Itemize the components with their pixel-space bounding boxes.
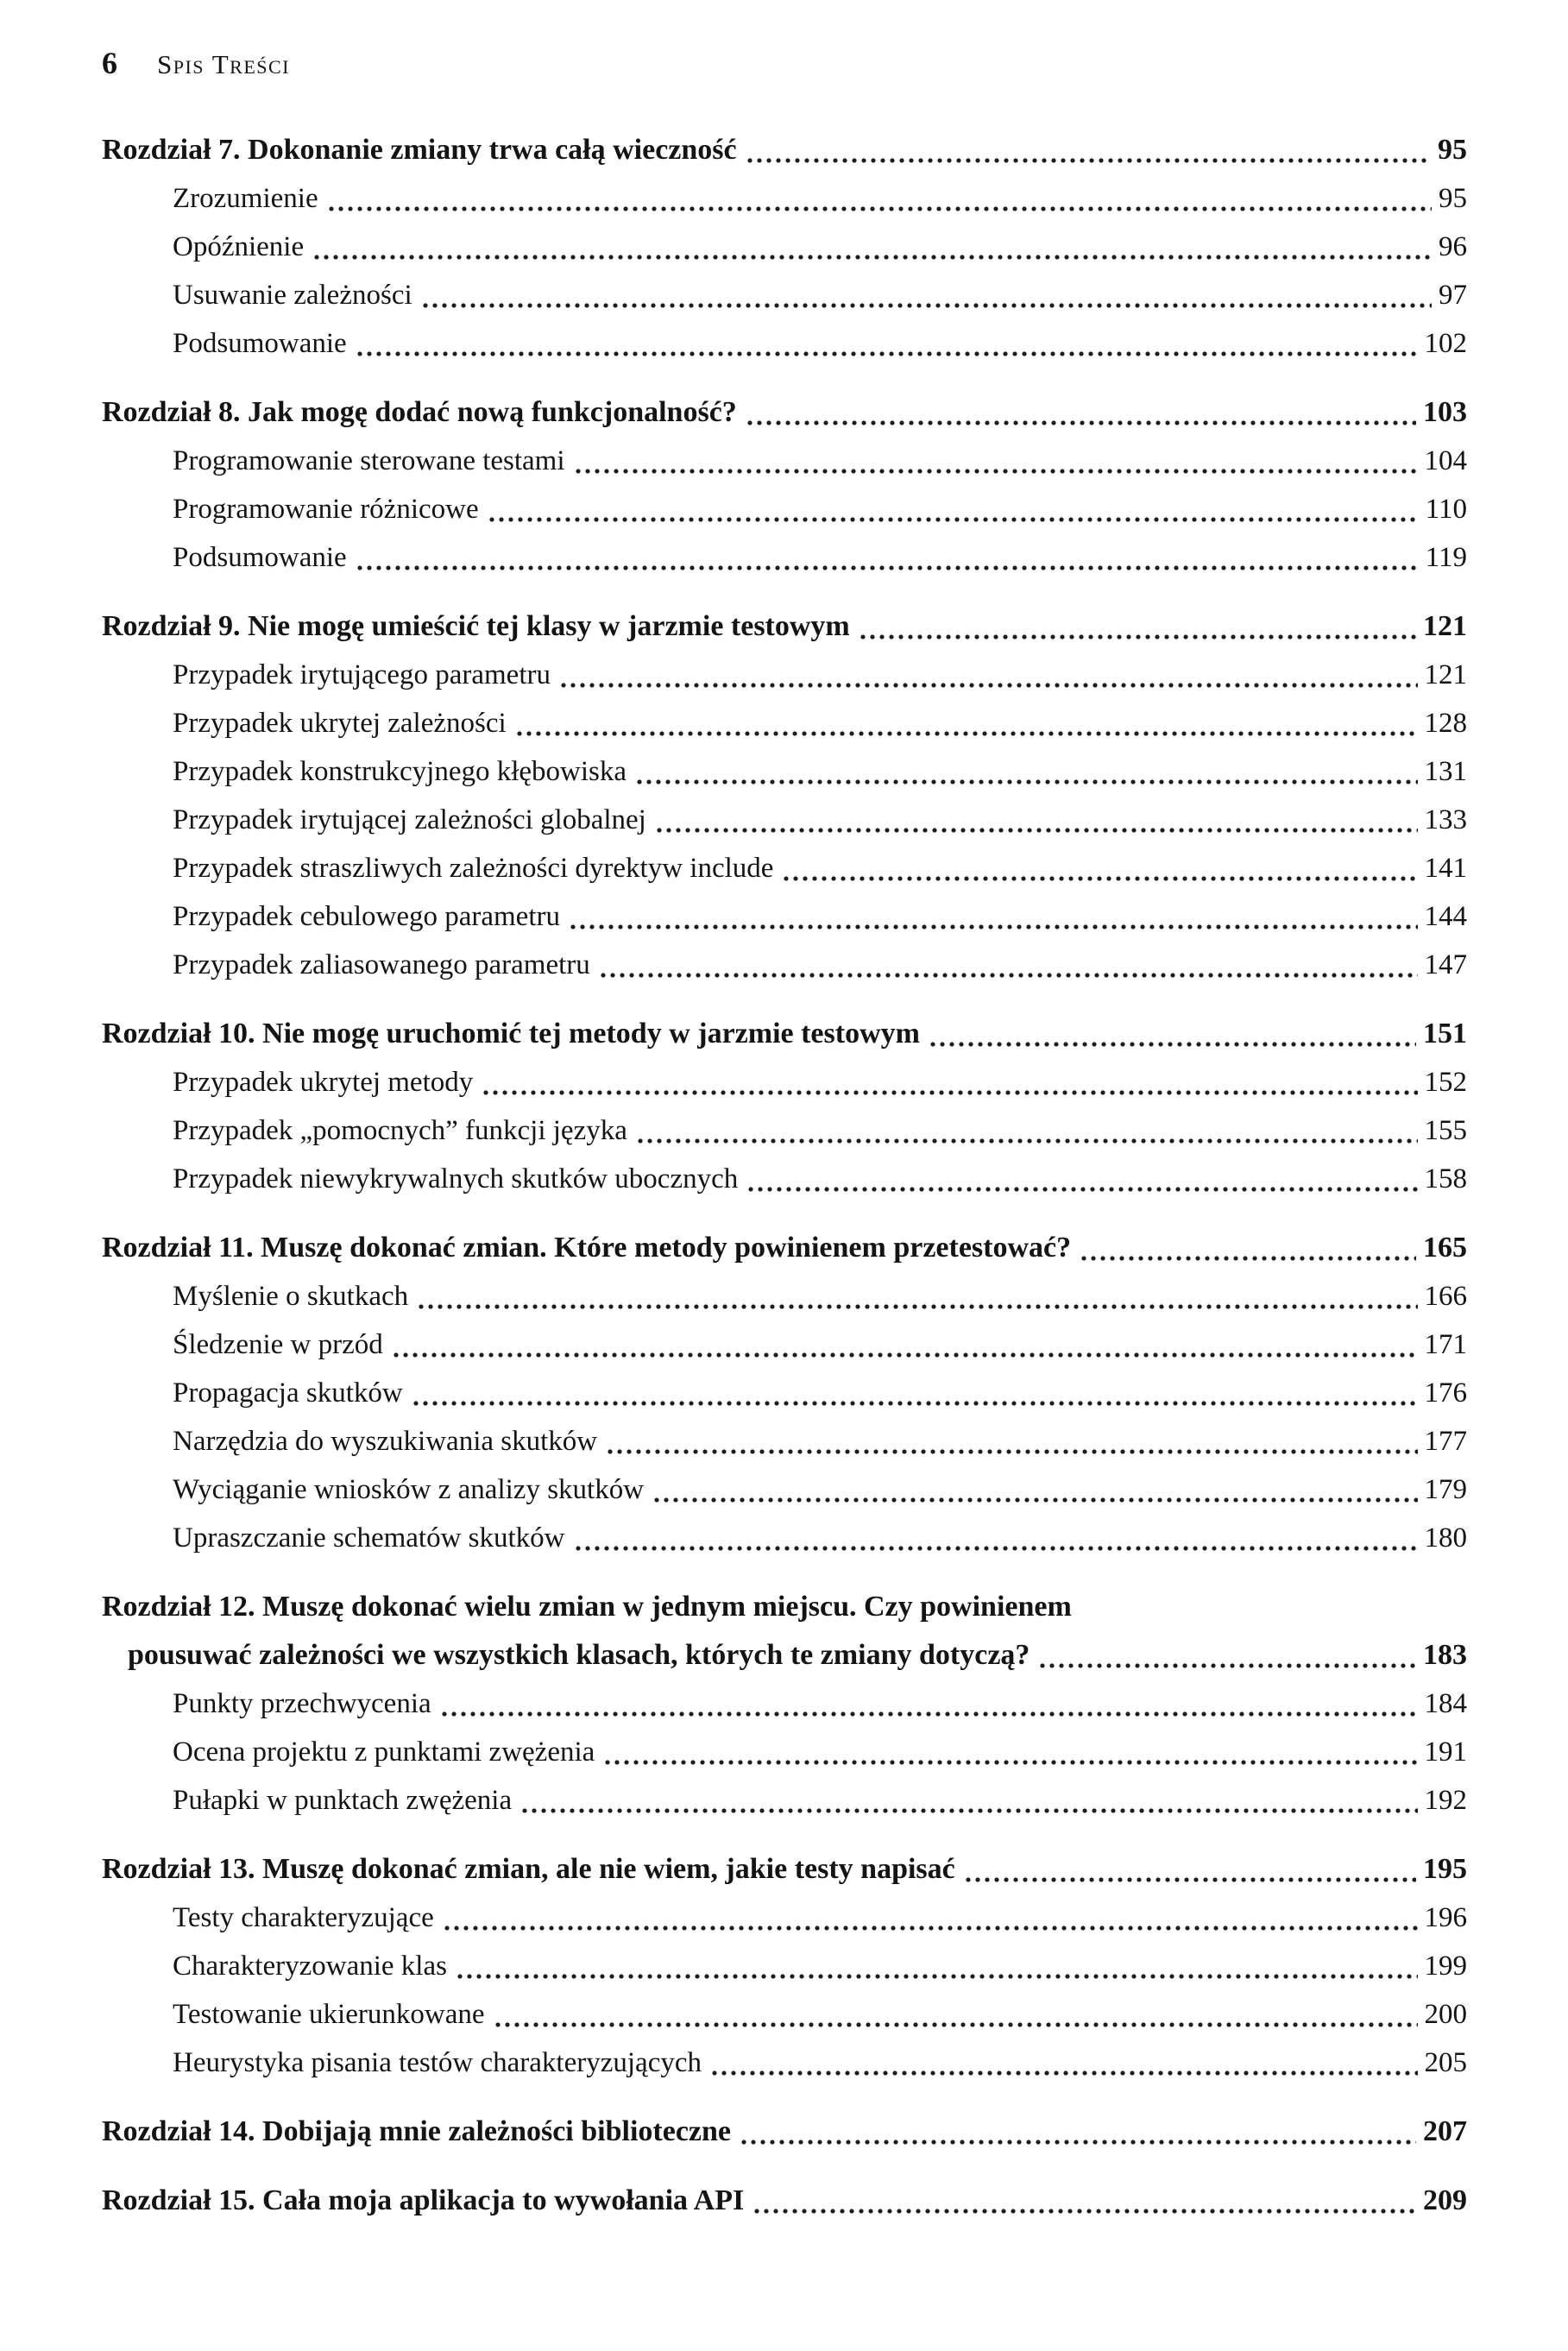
- entry-page-number: 95: [1439, 183, 1467, 214]
- dot-leader: [329, 206, 1432, 211]
- toc-entry-row: [102, 747, 1467, 796]
- dot-leader: [517, 731, 1418, 736]
- chapter-page-number: 207: [1423, 2115, 1467, 2147]
- toc-entry-row: [102, 892, 1467, 941]
- dot-leader: [657, 828, 1418, 833]
- chapter-title: Rozdział 9. Nie mogę umieścić tej klasy w jarzmie testowym: [102, 610, 850, 642]
- dot-leader: [419, 1304, 1417, 1309]
- entry-page-number: 158: [1424, 1163, 1467, 1194]
- entry-title: Zrozumienie: [173, 183, 318, 214]
- entry-page-number: 179: [1424, 1474, 1467, 1505]
- chapter-title: Rozdział 8. Jak mogę dodać nową funkcjonalność?: [102, 396, 737, 428]
- chapter-title-row: [102, 1010, 1467, 1058]
- dot-leader: [637, 779, 1417, 785]
- toc-entry-row: [102, 796, 1467, 844]
- dot-leader: [748, 1187, 1417, 1192]
- entry-page-number: 147: [1424, 949, 1467, 980]
- toc-entry-row: [102, 1320, 1467, 1369]
- entry-title: Podsumowanie: [173, 328, 347, 359]
- chapter-page-number: 151: [1423, 1018, 1467, 1049]
- entry-title: Programowanie sterowane testami: [173, 445, 565, 476]
- toc-entry-row: [102, 533, 1467, 582]
- toc-entry-row: [102, 1942, 1467, 1990]
- entry-title: Pułapki w punktach zwężenia: [173, 1785, 513, 1816]
- entry-title: Śledzenie w przód: [173, 1329, 383, 1360]
- toc-entry-row: [102, 1990, 1467, 2039]
- toc-chapter: [102, 1845, 1467, 2087]
- dot-leader: [605, 1760, 1417, 1765]
- dot-leader: [741, 2140, 1416, 2145]
- chapter-title-row: [102, 2108, 1467, 2156]
- toc-entry-row: [102, 1465, 1467, 1514]
- entry-page-number: 200: [1424, 1999, 1467, 2030]
- dot-leader: [608, 1449, 1417, 1454]
- entry-title: Przypadek cebulowego parametru: [173, 901, 560, 932]
- toc-chapter: [102, 1583, 1467, 1825]
- dot-leader: [747, 158, 1431, 163]
- entry-page-number: 104: [1424, 445, 1467, 476]
- page-number: 6: [102, 46, 117, 80]
- dot-leader: [489, 517, 1419, 522]
- chapter-title: Rozdział 12. Muszę dokonać wielu zmian w jednym miejscu. Czy powinienem: [102, 1591, 1072, 1623]
- entry-title: Heurystyka pisania testów charakteryzujących: [173, 2047, 702, 2078]
- chapter-page-number: 95: [1438, 134, 1467, 166]
- toc-entry-row: [102, 174, 1467, 223]
- dot-leader: [860, 634, 1416, 640]
- entry-title: Przypadek niewykrywalnych skutków ubocznych: [173, 1163, 739, 1194]
- chapter-title: Rozdział 10. Nie mogę uruchomić tej metody w jarzmie testowym: [102, 1018, 920, 1049]
- chapter-title-row: [102, 388, 1467, 437]
- dot-leader: [423, 303, 1432, 308]
- toc-entry-row: [102, 1776, 1467, 1825]
- entry-page-number: 102: [1424, 328, 1467, 359]
- entry-title: Przypadek zaliasowanego parametru: [173, 949, 590, 980]
- toc-entry-row: [102, 223, 1467, 271]
- entry-title: Punkty przechwycenia: [173, 1688, 431, 1719]
- chapter-title: Rozdział 15. Cała moja aplikacja to wywołania API: [102, 2184, 745, 2216]
- toc-entry-row: [102, 1058, 1467, 1106]
- running-head: Spis Treści: [157, 49, 291, 79]
- entry-title: Propagacja skutków: [173, 1377, 403, 1409]
- chapter-title: Rozdział 7. Dokonanie zmiany trwa całą wieczność: [102, 134, 737, 166]
- entry-title: Przypadek ukrytej zależności: [173, 708, 507, 739]
- dot-leader: [413, 1401, 1418, 1406]
- dot-leader: [1081, 1256, 1416, 1261]
- entry-page-number: 121: [1424, 659, 1467, 690]
- entry-title: Narzędzia do wyszukiwania skutków: [173, 1426, 598, 1457]
- chapter-title-row: [102, 1224, 1467, 1272]
- entry-page-number: 97: [1439, 280, 1467, 311]
- toc-entry-row: [102, 271, 1467, 319]
- chapter-title-row: [102, 126, 1467, 174]
- dot-leader: [747, 420, 1416, 425]
- toc-entry-row: [102, 1369, 1467, 1417]
- entry-title: Wyciąganie wniosków z analizy skutków: [173, 1474, 645, 1505]
- entry-page-number: 96: [1439, 231, 1467, 262]
- dot-leader: [444, 1926, 1418, 1931]
- dot-leader: [357, 351, 1418, 356]
- entry-title: Przypadek irytującego parametru: [173, 659, 551, 690]
- entry-title: Przypadek „pomocnych” funkcji języka: [173, 1115, 627, 1146]
- toc-chapter: [102, 602, 1467, 989]
- toc-entry-row: [102, 1417, 1467, 1465]
- dot-leader: [654, 1497, 1417, 1503]
- chapter-page-number: 183: [1423, 1639, 1467, 1671]
- entry-page-number: 205: [1424, 2047, 1467, 2078]
- toc: [102, 126, 1467, 2225]
- entry-page-number: 166: [1424, 1281, 1467, 1312]
- toc-entry-row: [102, 1514, 1467, 1562]
- toc-entry-row: [102, 1272, 1467, 1320]
- entry-title: Upraszczanie schematów skutków: [173, 1522, 565, 1554]
- entry-title: Opóźnienie: [173, 231, 305, 262]
- dot-leader: [930, 1042, 1416, 1047]
- toc-entry-row: [102, 699, 1467, 747]
- entry-page-number: 196: [1424, 1902, 1467, 1933]
- toc-entry-row: [102, 941, 1467, 989]
- dot-leader: [394, 1352, 1418, 1358]
- chapter-page-number: 103: [1423, 396, 1467, 428]
- dot-leader: [784, 876, 1417, 881]
- entry-title: Programowanie różnicowe: [173, 494, 479, 525]
- dot-leader: [712, 2071, 1418, 2076]
- entry-page-number: 131: [1424, 756, 1467, 787]
- entry-title: Przypadek konstrukcyjnego kłębowiska: [173, 756, 627, 787]
- chapter-page-number: 165: [1423, 1232, 1467, 1264]
- entry-page-number: 184: [1424, 1688, 1467, 1719]
- toc-entry-row: [102, 1894, 1467, 1942]
- toc-chapter: [102, 1224, 1467, 1562]
- dot-leader: [966, 1877, 1416, 1882]
- entry-page-number: 191: [1424, 1736, 1467, 1768]
- chapter-title-row: [102, 602, 1467, 651]
- page-header: [102, 45, 1467, 81]
- entry-title: Testy charakteryzujące: [173, 1902, 434, 1933]
- chapter-title-row: [102, 1583, 1467, 1631]
- entry-page-number: 128: [1424, 708, 1467, 739]
- entry-page-number: 177: [1424, 1426, 1467, 1457]
- dot-leader: [561, 683, 1418, 688]
- chapter-title-row: [102, 2177, 1467, 2225]
- chapter-title: Rozdział 13. Muszę dokonać zmian, ale nie wiem, jakie testy napisać: [102, 1853, 955, 1885]
- toc-entry-row: [102, 1155, 1467, 1203]
- entry-title: Przypadek irytującej zależności globalnej: [173, 804, 646, 835]
- dot-leader: [495, 2022, 1418, 2027]
- chapter-page-number: 121: [1423, 610, 1467, 642]
- dot-leader: [638, 1138, 1418, 1144]
- entry-page-number: 152: [1424, 1067, 1467, 1098]
- toc-entry-row: [102, 651, 1467, 699]
- entry-page-number: 133: [1424, 804, 1467, 835]
- entry-title: Charakteryzowanie klas: [173, 1951, 447, 1982]
- chapter-page-number: 209: [1423, 2184, 1467, 2216]
- dot-leader: [483, 1090, 1417, 1095]
- entry-page-number: 192: [1424, 1785, 1467, 1816]
- toc-entry-row: [102, 1728, 1467, 1776]
- entry-page-number: 110: [1425, 494, 1467, 525]
- dot-leader: [1040, 1663, 1416, 1668]
- dot-leader: [570, 924, 1418, 930]
- entry-title: Podsumowanie: [173, 542, 347, 573]
- entry-page-number: 144: [1424, 901, 1467, 932]
- toc-chapter: [102, 2177, 1467, 2225]
- dot-leader: [457, 1974, 1418, 1979]
- toc-entry-row: [102, 319, 1467, 368]
- dot-leader: [522, 1808, 1417, 1813]
- entry-page-number: 176: [1424, 1377, 1467, 1409]
- entry-page-number: 141: [1424, 853, 1467, 884]
- toc-entry-row: [102, 437, 1467, 485]
- entry-title: Przypadek straszliwych zależności dyrektyw include: [173, 853, 774, 884]
- entry-title: Ocena projektu z punktami zwężenia: [173, 1736, 595, 1768]
- dot-leader: [314, 255, 1432, 260]
- dot-leader: [357, 565, 1419, 570]
- toc-entry-row: [102, 2039, 1467, 2087]
- entry-title: Przypadek ukrytej metody: [173, 1067, 474, 1098]
- toc-entry-row: [102, 844, 1467, 892]
- toc-entry-row: [102, 1680, 1467, 1728]
- chapter-title: pousuwać zależności we wszystkich klasach, których te zmiany dotyczą?: [128, 1639, 1030, 1671]
- toc-chapter: [102, 2108, 1467, 2156]
- dot-leader: [754, 2209, 1416, 2214]
- entry-title: Usuwanie zależności: [173, 280, 412, 311]
- entry-title: Testowanie ukierunkowane: [173, 1999, 485, 2030]
- entry-title: Myślenie o skutkach: [173, 1281, 409, 1312]
- toc-chapter: [102, 388, 1467, 582]
- entry-page-number: 180: [1424, 1522, 1467, 1554]
- dot-leader: [442, 1711, 1418, 1717]
- chapter-page-number: 195: [1423, 1853, 1467, 1885]
- entry-page-number: 171: [1424, 1329, 1467, 1360]
- chapter-title: Rozdział 11. Muszę dokonać zmian. Które metody powinienem przetestować?: [102, 1232, 1072, 1264]
- entry-page-number: 199: [1424, 1951, 1467, 1982]
- toc-entry-row: [102, 485, 1467, 533]
- dot-leader: [601, 973, 1418, 978]
- toc-chapter: [102, 1010, 1467, 1203]
- chapter-title-row: [102, 1845, 1467, 1894]
- entry-page-number: 155: [1424, 1115, 1467, 1146]
- dot-leader: [576, 469, 1418, 474]
- dot-leader: [576, 1546, 1418, 1551]
- toc-chapter: [102, 126, 1467, 368]
- chapter-title: Rozdział 14. Dobijają mnie zależności biblioteczne: [102, 2115, 732, 2147]
- chapter-title-row: [102, 1631, 1467, 1680]
- entry-page-number: 119: [1425, 542, 1467, 573]
- toc-entry-row: [102, 1106, 1467, 1155]
